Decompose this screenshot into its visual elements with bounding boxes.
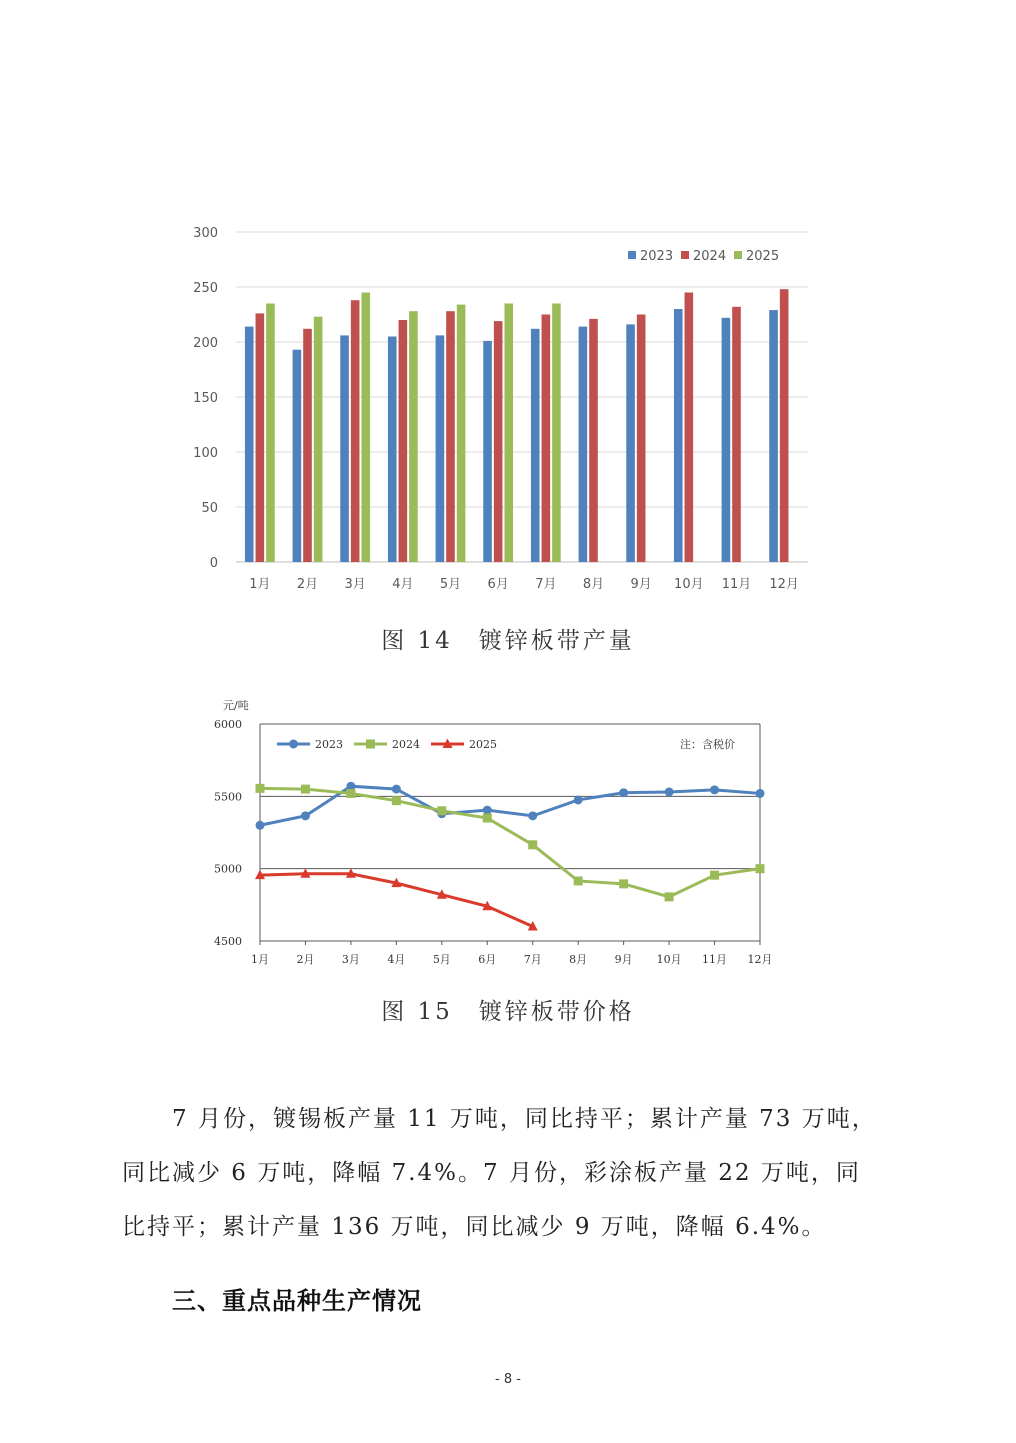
line-chart-y-ticks — [214, 718, 242, 948]
bar-x-tick-label: 7月 — [535, 577, 557, 592]
bar-y-tick-label: 300 — [193, 226, 218, 241]
line-x-tick-label: 4月 — [387, 953, 406, 966]
line-x-tick-label: 2月 — [296, 953, 315, 966]
line-point-2023-10 — [665, 787, 674, 796]
figure-14-caption: 图 14 镀锌板带产量 — [381, 628, 635, 654]
line-y-tick-label: 5000 — [214, 862, 242, 876]
bar-x-tick-label: 10月 — [674, 577, 704, 592]
line-x-tick-label: 10月 — [656, 953, 682, 966]
bar-x-tick-label: 8月 — [582, 577, 605, 592]
line-legend-label-2025: 2025 — [469, 738, 497, 751]
line-x-tick-label: 5月 — [432, 953, 451, 966]
line-point-2023-11 — [710, 785, 719, 794]
line-point-2024-12 — [756, 864, 765, 873]
bar-y-tick-label: 0 — [209, 556, 218, 571]
line-x-tick-label: 6月 — [478, 953, 497, 966]
line-point-2024-1 — [256, 784, 265, 793]
bar-x-tick-label: 5月 — [439, 577, 462, 592]
line-legend-marker-2023 — [289, 740, 298, 749]
line-point-2023-6 — [483, 806, 492, 815]
bar-y-tick-label: 100 — [193, 446, 218, 461]
bar-x-tick-label: 6月 — [487, 577, 509, 592]
line-point-2024-10 — [665, 892, 674, 901]
line-point-2023-1 — [256, 821, 265, 830]
line-x-tick-label: 1月 — [251, 953, 269, 966]
line-x-tick-label: 12月 — [747, 953, 773, 966]
line-chart-series — [255, 782, 765, 931]
line-series-2024 — [260, 788, 760, 897]
bar-x-tick-label: 12月 — [769, 577, 799, 592]
line-point-2023-2 — [301, 811, 310, 820]
line-point-2024-3 — [346, 789, 355, 798]
line-x-tick-label: 9月 — [614, 953, 633, 966]
line-point-2024-2 — [301, 785, 310, 794]
line-point-2023-4 — [392, 785, 401, 794]
line-legend-label-2023: 2023 — [315, 738, 343, 751]
line-x-tick-label: 7月 — [523, 953, 542, 966]
paragraph-text: 7 月份，镀锡板产量 11 万吨，同比持平；累计产量 73 万吨，同比减少 6 万吨，降幅 7.4%。7 月份，彩涂板产量 22 万吨，同比持平；累计产量 136 万吨，同比减少 9 万吨，降幅 6.4%。 — [122, 1106, 877, 1240]
bar-x-tick-label: 2月 — [296, 577, 319, 592]
bar-legend-label-2023: 2023 — [640, 249, 674, 264]
line-x-tick-label: 8月 — [569, 953, 588, 966]
line-point-2024-8 — [574, 876, 583, 885]
body-paragraph — [122, 1092, 882, 1254]
line-point-2024-5 — [437, 806, 446, 815]
line-point-2024-11 — [710, 871, 719, 880]
bar-x-tick-label: 4月 — [392, 577, 414, 592]
line-point-2024-7 — [528, 840, 537, 849]
bar-y-tick-label: 250 — [193, 281, 218, 296]
line-chart-x-ticks — [251, 941, 773, 966]
line-legend-label-2024: 2024 — [392, 738, 420, 751]
bar-legend-label-2024: 2024 — [693, 249, 727, 264]
bar-x-tick-label: 11月 — [721, 577, 752, 592]
section-heading: 三、重点品种生产情况 — [172, 1287, 422, 1315]
line-y-tick-label: 5500 — [214, 790, 242, 804]
line-y-tick-label: 4500 — [214, 935, 242, 948]
bar-legend-label-2025: 2025 — [746, 249, 780, 264]
bar-x-tick-label: 3月 — [344, 577, 366, 592]
bar-x-tick-label: 9月 — [630, 577, 652, 592]
bar-y-tick-label: 150 — [193, 391, 218, 406]
line-point-2024-6 — [483, 814, 492, 823]
bar-x-tick-label: 1月 — [249, 577, 271, 592]
line-point-2023-7 — [528, 811, 537, 820]
line-x-tick-label: 11月 — [702, 953, 728, 966]
figure-15-caption: 图 15 镀锌板带价格 — [381, 999, 635, 1025]
bar-y-tick-label: 200 — [193, 336, 218, 351]
line-point-2023-12 — [756, 789, 765, 798]
line-y-tick-label: 6000 — [214, 718, 242, 731]
line-legend-marker-2024 — [366, 740, 375, 749]
line-chart-legend — [277, 738, 497, 751]
line-point-2024-9 — [619, 879, 628, 888]
line-point-2024-4 — [392, 796, 401, 805]
bar-y-tick-label: 50 — [201, 501, 218, 516]
line-point-2023-9 — [619, 788, 628, 797]
line-chart-y-unit: 元/吨 — [223, 699, 249, 712]
line-chart-annotation: 注：含税价 — [680, 738, 735, 751]
page-number: - 8 - — [495, 1372, 521, 1387]
line-point-2023-8 — [574, 795, 583, 804]
line-x-tick-label: 3月 — [341, 953, 360, 966]
